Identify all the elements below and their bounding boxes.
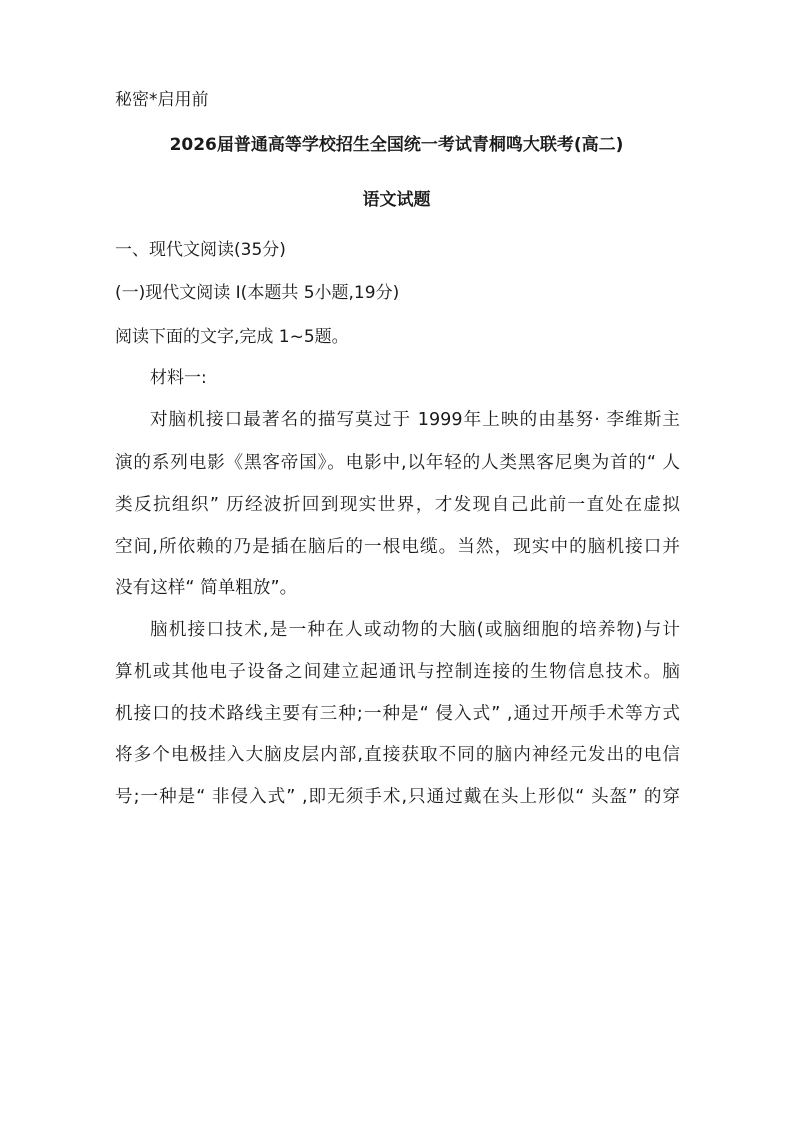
paragraph-1-line: 类反抗组织” 历经波折回到现实世界，才发现自己此前一直处在虚拟: [115, 495, 680, 515]
paragraph-2-line: 将多个电极挂入大脑皮层内部,直接获取不同的脑内神经元发出的电信: [115, 745, 680, 765]
section-heading: 一、现代文阅读(35分): [115, 240, 286, 260]
paragraph-1-line: 对脑机接口最著名的描写莫过于 1999年上映的由基努· 李维斯主: [150, 410, 680, 430]
paragraph-1-line: 空间,所依赖的乃是插在脑后的一根电缆。当然，现实中的脑机接口并: [115, 537, 680, 557]
paragraph-1-line: 演的系列电影《黑客帝国》。电影中,以年轻的人类黑客尼奥为首的“ 人: [115, 453, 680, 473]
material-label: 材料一:: [150, 368, 207, 388]
paragraph-2-line: 脑机接口技术,是一种在人或动物的大脑(或脑细胞的培养物)与计: [150, 620, 680, 640]
subject-title: 语文试题: [362, 190, 431, 210]
reading-instruction: 阅读下面的文字,完成 1~5题。: [115, 327, 349, 347]
secret-label: 秘密*启用前: [115, 90, 209, 110]
paragraph-2-line: 机接口的技术路线主要有三种;一种是“ 侵入式” ,通过开颅手术等方式: [115, 704, 680, 724]
section-subheading: (一)现代文阅读 Ⅰ(本题共 5小题,19分): [115, 283, 400, 303]
exam-title: 2026届普通高等学校招生全国统一考试青桐鸣大联考(高二): [169, 135, 624, 155]
paragraph-2-line: 算机或其他电子设备之间建立起通讯与控制连接的生物信息技术。脑: [115, 662, 680, 682]
paragraph-2-line: 号;一种是“ 非侵入式” ,即无须手术,只通过戴在头上形似“ 头盔” 的穿: [115, 787, 680, 807]
paragraph-1-line: 没有这样“ 简单粗放”。: [115, 578, 298, 598]
